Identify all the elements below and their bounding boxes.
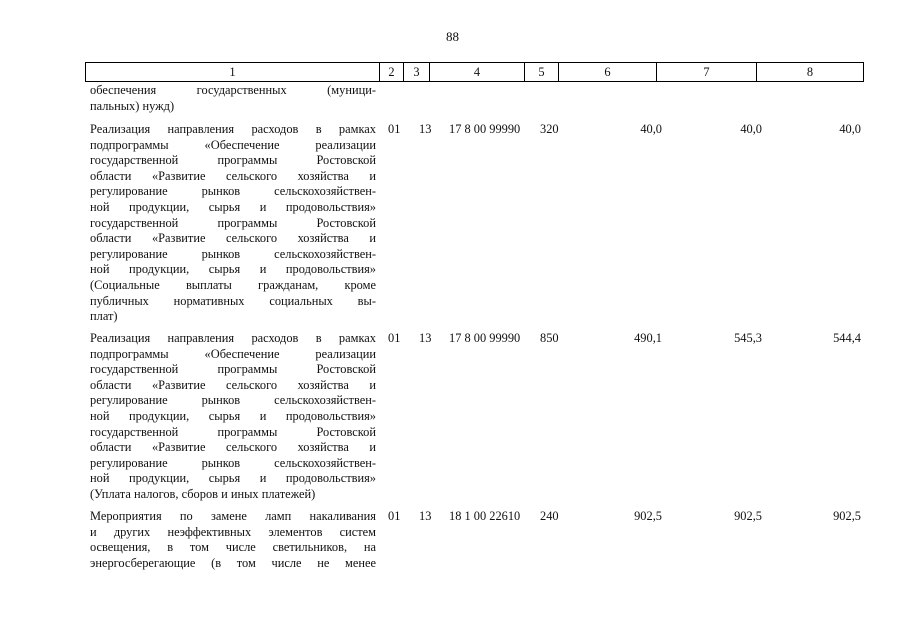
row-3-description <box>90 509 376 571</box>
row-2-value-8: 544,4 <box>833 331 861 345</box>
desc-line: государственной программы Ростовской <box>90 215 376 230</box>
header-col-6: 6 <box>558 63 656 81</box>
desc-line: Реализация направления расходов в рамках <box>90 122 376 136</box>
row-2-value-7: 545,3 <box>734 331 762 345</box>
header-col-8: 8 <box>756 63 863 81</box>
row-2-expense-type: 850 <box>540 331 559 345</box>
desc-line: энергосберегающие (в том числе не менее <box>90 555 376 570</box>
row-2-subsection: 13 <box>419 331 432 345</box>
row-2-description <box>90 331 376 503</box>
row-2-value-6: 490,1 <box>634 331 662 345</box>
desc-line: государственной программы Ростовской <box>90 424 376 439</box>
row-1-value-7: 40,0 <box>740 122 762 136</box>
desc-line: ной продукции, сырья и продовольствия» <box>90 408 376 423</box>
desc-line: ной продукции, сырья и продовольствия» <box>90 471 376 486</box>
desc-line: области «Развитие сельского хозяйства и <box>90 231 376 246</box>
header-col-5: 5 <box>524 63 558 81</box>
header-col-4: 4 <box>429 63 524 81</box>
desc-line: области «Развитие сельского хозяйства и <box>90 440 376 455</box>
continuation-text <box>90 83 376 114</box>
desc-line: пальных) нужд) <box>90 98 175 113</box>
header-col-7: 7 <box>656 63 756 81</box>
desc-line: регулирование рынков сельскохозяйствен- <box>90 455 376 470</box>
desc-line: (Уплата налогов, сборов и иных платежей) <box>90 486 316 501</box>
row-3-section: 01 <box>388 509 401 523</box>
row-1-subsection: 13 <box>419 122 432 136</box>
desc-line: области «Развитие сельского хозяйства и <box>90 377 376 392</box>
desc-line: регулирование рынков сельскохозяйствен- <box>90 246 376 261</box>
desc-line: регулирование рынков сельскохозяйствен- <box>90 184 376 199</box>
row-3-expense-type: 240 <box>540 509 559 523</box>
page-number: 88 <box>446 29 459 44</box>
row-1-target-article: 17 8 00 99990 <box>449 122 521 136</box>
desc-line: государственной программы Ростовской <box>90 362 376 377</box>
row-3-subsection: 13 <box>419 509 432 523</box>
header-col-2: 2 <box>379 63 403 81</box>
desc-line: публичных нормативных социальных вы- <box>90 293 376 308</box>
desc-line: ной продукции, сырья и продовольствия» <box>90 199 376 214</box>
row-3-target-article: 18 1 00 22610 <box>449 509 521 523</box>
desc-line: подпрограммы «Обеспечение реализации <box>90 346 376 361</box>
desc-line: области «Развитие сельского хозяйства и <box>90 168 376 183</box>
desc-line: плат) <box>90 309 118 324</box>
row-3-value-8: 902,5 <box>833 509 861 523</box>
row-1-description <box>90 122 376 325</box>
desc-line: государственной программы Ростовской <box>90 153 376 168</box>
row-1-value-8: 40,0 <box>839 122 861 136</box>
header-col-1: 1 <box>229 65 236 79</box>
desc-line: обеспечения государственных (муници- <box>90 83 376 97</box>
row-3-value-7: 902,5 <box>734 509 762 523</box>
desc-line: (Социальные выплаты гражданам, кроме <box>90 277 376 292</box>
row-2-section: 01 <box>388 331 401 345</box>
header-col-3: 3 <box>403 63 429 81</box>
row-1-expense-type: 320 <box>540 122 559 136</box>
desc-line: Реализация направления расходов в рамках <box>90 331 376 345</box>
row-1-value-6: 40,0 <box>640 122 662 136</box>
row-2-target-article: 17 8 00 99990 <box>449 331 521 345</box>
desc-line: регулирование рынков сельскохозяйствен- <box>90 393 376 408</box>
table-header <box>85 62 864 82</box>
desc-line: подпрограммы «Обеспечение реализации <box>90 137 376 152</box>
desc-line: Мероприятия по замене ламп накаливания <box>90 509 376 523</box>
desc-line: ной продукции, сырья и продовольствия» <box>90 262 376 277</box>
row-1-section: 01 <box>388 122 401 136</box>
desc-line: и других неэффективных элементов систем <box>90 524 376 539</box>
row-3-value-6: 902,5 <box>634 509 662 523</box>
desc-line: освещения, в том числе светильников, на <box>90 540 376 555</box>
